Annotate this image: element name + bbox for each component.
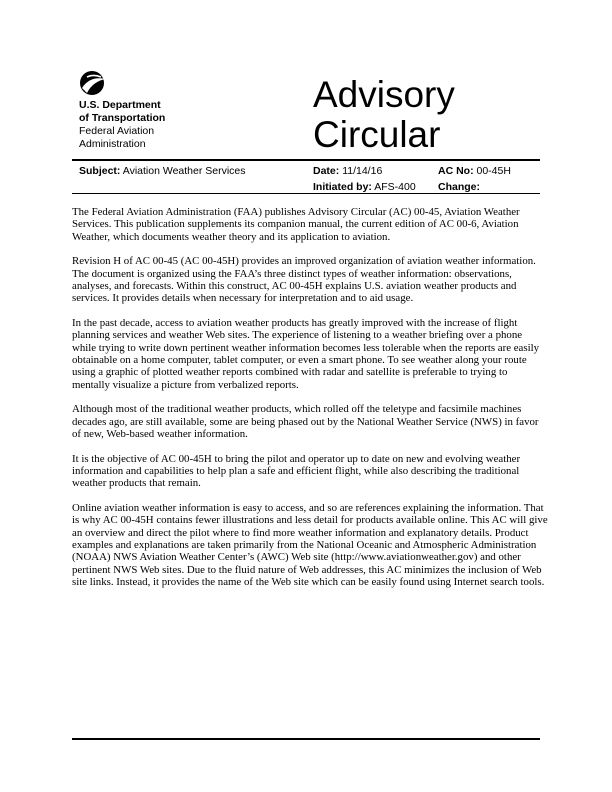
meta-rule — [72, 193, 540, 194]
header-rule — [72, 159, 540, 161]
ac-number-field — [438, 164, 511, 178]
department-block — [79, 99, 165, 151]
initiated-by-field — [313, 180, 416, 194]
paragraph: In the past decade, access to aviation weather products has greatly improved with the increase of flight planning services and weather Web sites. The experience of listening to a weather briefing over a phone while trying to write down pertinent weather information becomes less tolerable when the reports are easily obtainable on a home computer, tablet computer, or even a smart phone. To see weather along your route using a graphic of plotted weather reports combined with radar and satellite is preferable to trying to mentally visualize a picture from verbalized reports. — [72, 316, 540, 391]
date-field — [313, 164, 382, 178]
footer-rule — [72, 738, 540, 740]
initiated-by-label: Initiated by: — [313, 181, 372, 193]
paragraph: Although most of the traditional weather products, which rolled off the teletype and facsimile machines decades ago, are still available, some are being phased out by the National Weather Service (NWS) in favor of new, Web-based weather information. — [72, 403, 539, 441]
date-value: 11/14/16 — [342, 165, 383, 177]
body-text — [72, 206, 548, 601]
subject-value: Aviation Weather Services — [122, 165, 246, 177]
paragraph: It is the objective of AC 00-45H to bring the pilot and operator up to date on new and evolving weather information and capabilities to help plan a safe and efficient flight, while also describing the traditional weather products that remain. — [72, 452, 521, 490]
document-title — [313, 75, 455, 155]
paragraph: Revision H of AC 00-45 (AC 00-45H) provides an improved organization of aviation weather information. The document is organized using the FAA’s three distinct types of weather information: observations, analyses, and forecasts. Within this construct, AC 00-45H explains U.S. aviation weather products and services. It provides details when necessary for interpretation and to aid usage. — [72, 255, 536, 305]
title-line-2: Circular — [313, 114, 441, 155]
paragraph: Online aviation weather information is easy to access, and so are references explaining the information. That is why AC 00-45H contains fewer illustrations and less detail for products available online. This AC will give an overview and direct the pilot where to find more weather information and explanatory details. Product examples and explanations are taken primarily from the National Oceanic and Atmospheric Administration (NOAA) NWS Aviation Weather Center’s (AWC) Web site (http://www.aviationweather.gov) and other pertinent NWS Web sites. Due to the fluid nature of Web addresses, this AC minimizes the inclusion of Web site links. Instead, it provides the name of the Web site which can be easily found using Internet search tools. — [72, 501, 548, 589]
subject-label: Subject: — [79, 165, 121, 177]
ac-number-label: AC No: — [438, 165, 474, 177]
change-field — [438, 180, 480, 194]
title-line-1: Advisory — [313, 74, 455, 115]
department-line-2: of Transportation — [79, 112, 166, 124]
agency-line-1: Federal Aviation — [79, 125, 155, 137]
change-label: Change: — [438, 181, 480, 193]
dot-logo-icon — [79, 70, 107, 96]
department-line-1: U.S. Department — [79, 99, 161, 111]
initiated-by-value: AFS-400 — [374, 181, 416, 193]
date-label: Date: — [313, 165, 340, 177]
ac-number-value: 00-45H — [476, 165, 511, 177]
paragraph: The Federal Aviation Administration (FAA) publishes Advisory Circular (AC) 00-45, Aviation Weather Services. This publication supplements its companion manual, the current edition of AC 00-6, Aviation Weather, which documents weather theory and its application to aviation. — [72, 206, 520, 243]
agency-line-2: Administration — [79, 138, 146, 150]
subject-field — [79, 164, 246, 178]
